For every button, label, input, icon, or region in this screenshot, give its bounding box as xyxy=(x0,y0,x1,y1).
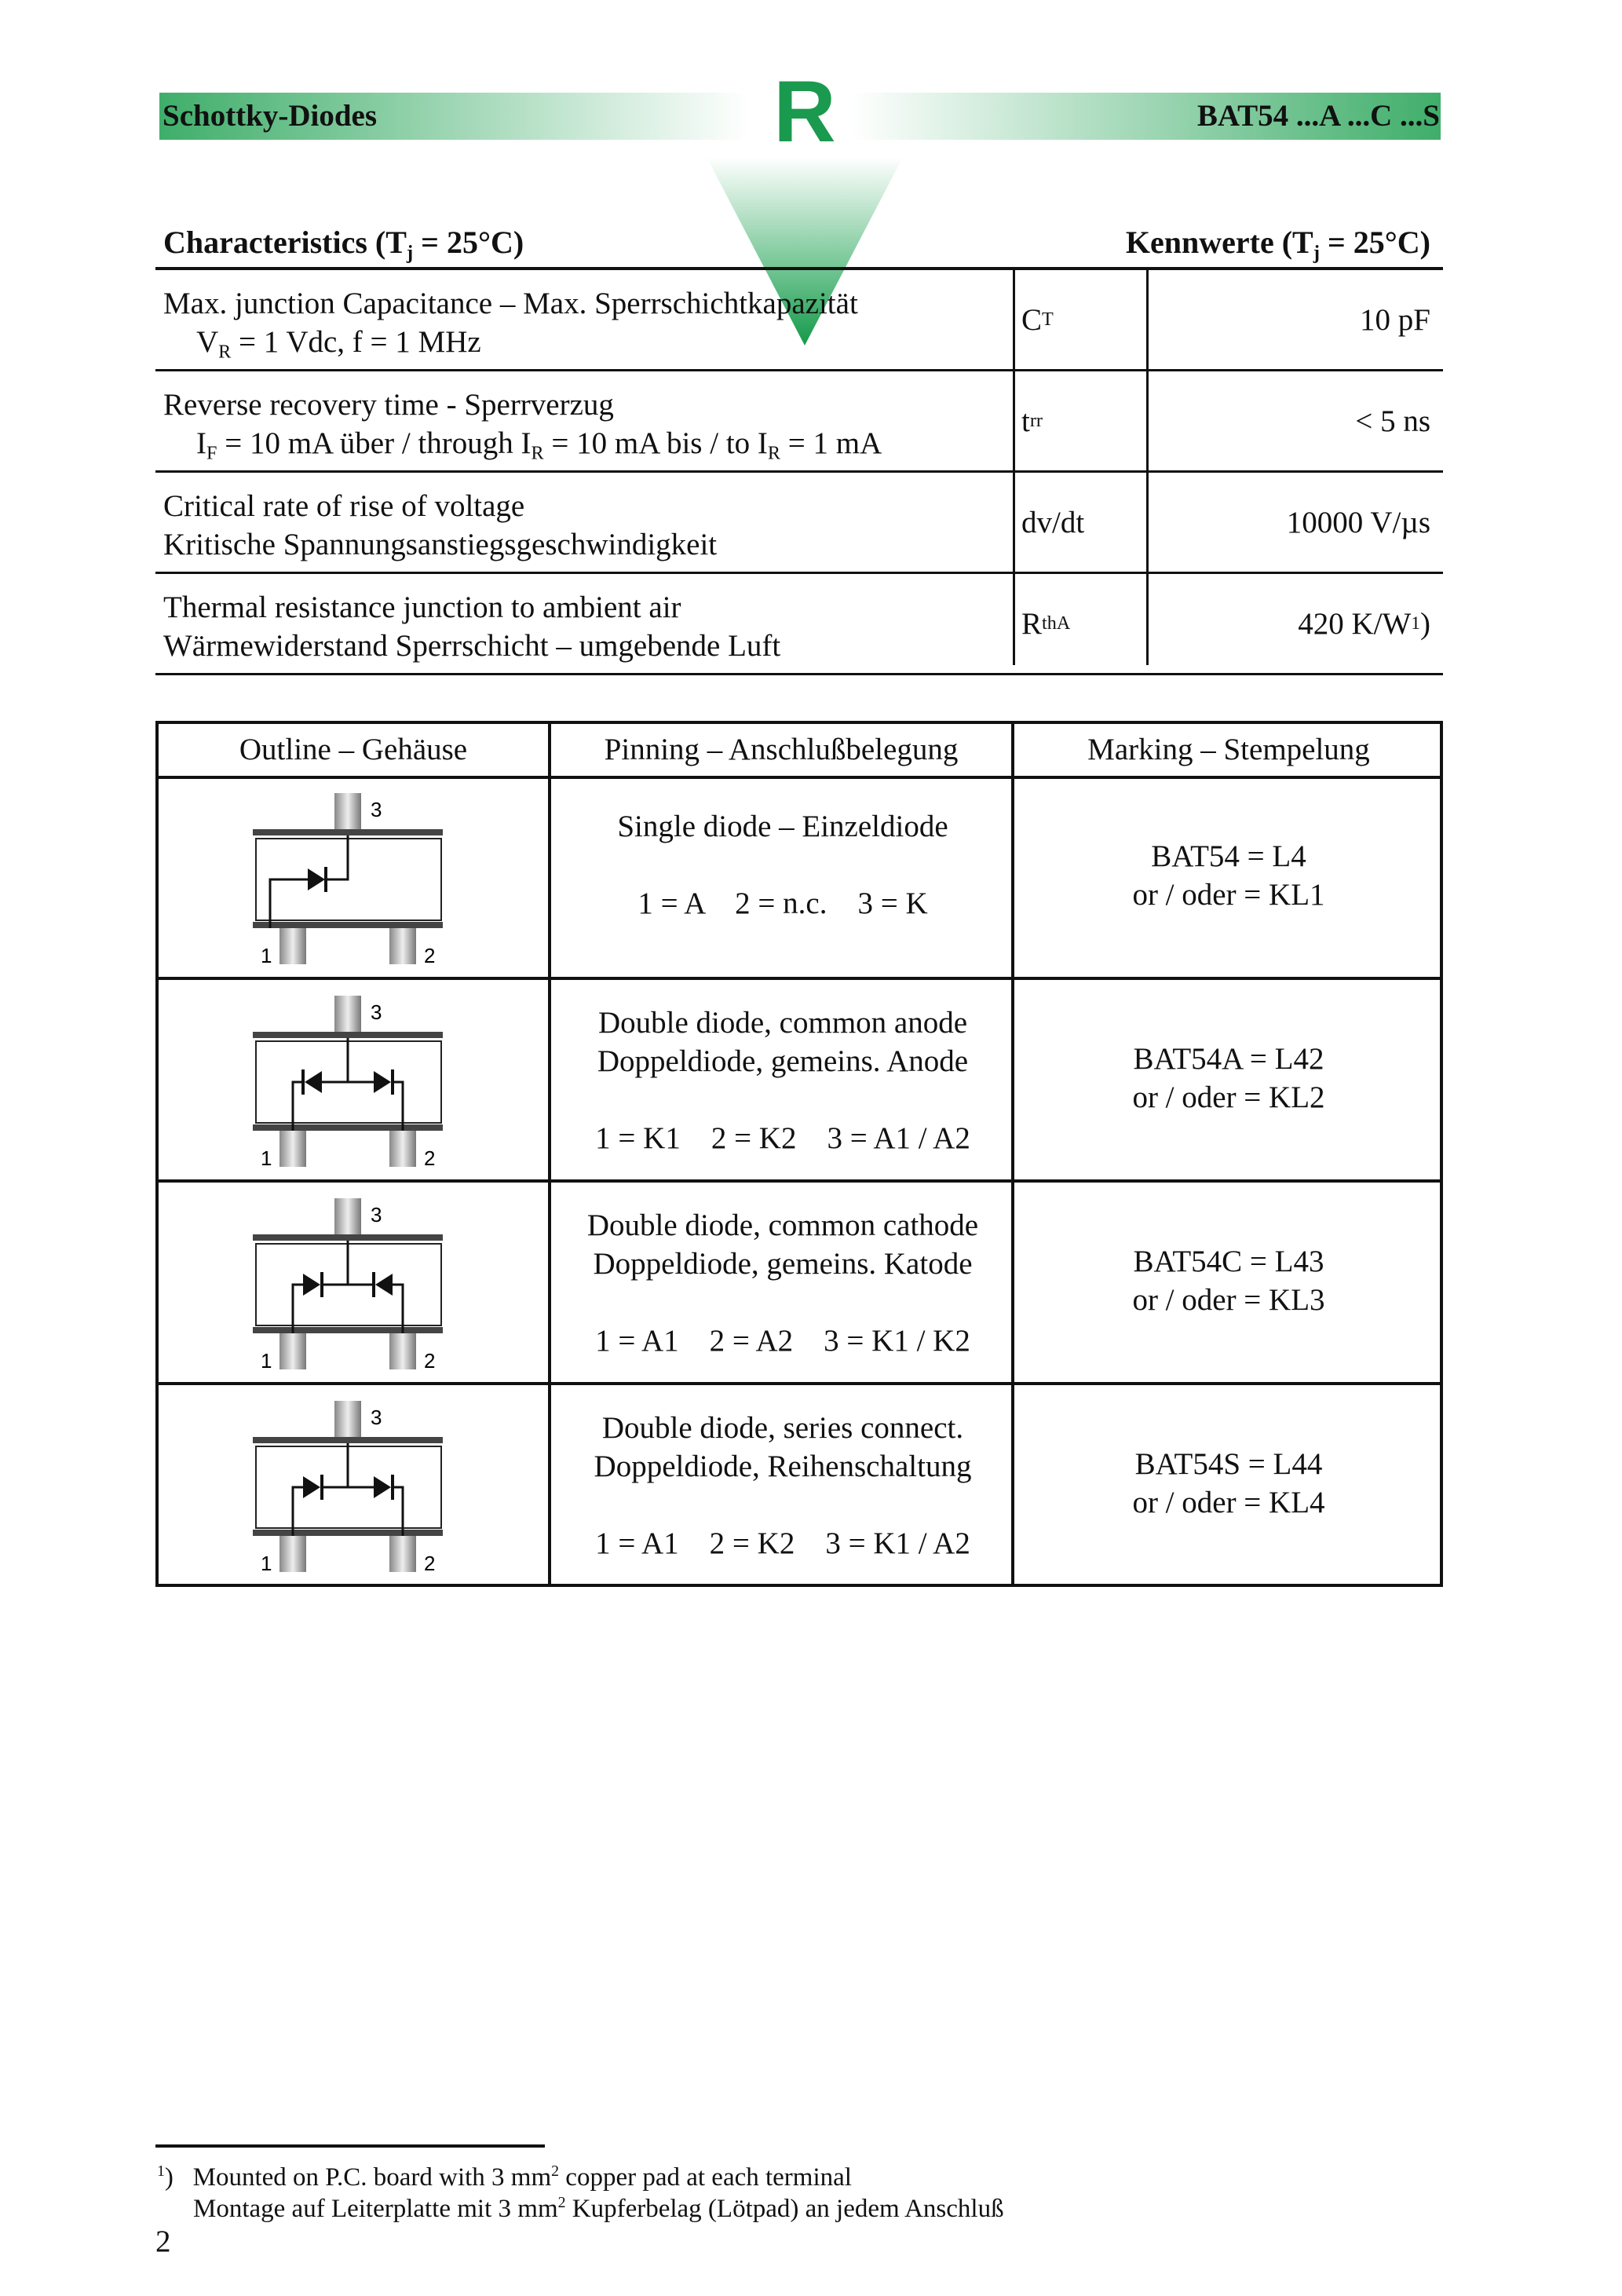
pinning-title: Double diode, common cathode xyxy=(586,1208,979,1242)
marking-code: BAT54S = L44 xyxy=(1134,1447,1323,1481)
marking-cell xyxy=(1014,1445,1443,1522)
row-value: 420 K/W 1 ) xyxy=(1298,606,1430,641)
characteristics-title: Characteristics $(T_j = 25^\circ C)$ xyxy=(163,225,524,264)
marking-cell xyxy=(1014,1040,1443,1117)
marking-code: BAT54A = L42 xyxy=(1133,1042,1324,1076)
pin-1-label: 1 xyxy=(261,1349,272,1373)
pin-3-label: 3 xyxy=(371,1203,382,1227)
header-left-title: Schottky-Diodes xyxy=(163,99,378,133)
pin-2-label: 2 xyxy=(424,944,436,967)
sot23-package-series xyxy=(237,1395,473,1583)
outline-table xyxy=(155,721,1443,1587)
footnote-rule xyxy=(155,2144,545,2148)
pin-2-label: 2 xyxy=(424,1349,436,1373)
header-right-title: BAT54 ...A ...C ...S xyxy=(1196,99,1440,133)
row-symbol: t rr xyxy=(1021,404,1043,438)
marking-alt: or / oder = KL1 xyxy=(1132,878,1325,912)
table-row xyxy=(155,574,1443,675)
marking-alt: or / oder = KL3 xyxy=(1132,1283,1325,1317)
characteristics-table xyxy=(155,267,1443,675)
row-description: Reverse recovery time - Sperrverzug xyxy=(163,388,614,422)
page-number: 2 xyxy=(155,2225,171,2258)
row-value: 10000 V/µs xyxy=(1286,505,1430,539)
pin-3-label: 3 xyxy=(371,1406,382,1429)
pin-2-label: 2 xyxy=(424,1552,436,1575)
pinning-cell xyxy=(551,1004,1014,1157)
row-description: Thermal resistance junction to ambient air xyxy=(163,590,681,624)
row-description-de: Kritische Spannungsanstiegsgeschwindigkeit xyxy=(163,528,718,561)
row-description: Critical rate of rise of voltage xyxy=(163,489,525,523)
pinning-assignment: 1 = A1 2 = K2 3 = K1 / A2 xyxy=(595,1526,970,1560)
sot23-package-single xyxy=(237,787,473,975)
row-value: 10 pF xyxy=(1360,302,1430,337)
pinning-title: Single diode – Einzeldiode xyxy=(617,810,948,843)
pinning-assignment: 1 = K1 2 = K2 3 = A1 / A2 xyxy=(595,1121,970,1155)
pinning-cell xyxy=(551,1206,1014,1360)
footnote-line-1: $^1$) Mounted on P.C. board with 3 $mm^2$ copper pad at each terminal xyxy=(157,2163,852,2192)
pinning-title-de xyxy=(551,846,1014,884)
row-symbol: dv/dt xyxy=(1021,505,1085,539)
marking-alt: or / oder = KL2 xyxy=(1132,1080,1325,1114)
sot23-package-common-anode xyxy=(237,989,473,1178)
marking-code: BAT54C = L43 xyxy=(1133,1245,1324,1278)
pin-2-label: 2 xyxy=(424,1146,436,1170)
pinning-title-de: Doppeldiode, gemeins. Anode xyxy=(597,1044,969,1078)
marking-alt: or / oder = KL4 xyxy=(1132,1486,1325,1519)
pinning-title-de: Doppeldiode, Reihenschaltung xyxy=(594,1450,972,1483)
pinning-title: Double diode, common anode xyxy=(597,1006,968,1040)
pinning-assignment: 1 = A1 2 = A2 3 = K1 / K2 xyxy=(595,1324,970,1358)
row-description: Max. junction Capacitance – Max. Sperrschichtkapazität xyxy=(163,287,858,320)
kennwerte-title: Kennwerte $(T_j = 25^\circ C)$ xyxy=(1125,225,1430,264)
row-symbol: C T xyxy=(1021,302,1054,337)
footnote-line-2: Montage auf Leiterplatte mit 3 $mm^2$ Kupferbelag (Lötpad) an jedem Anschluß xyxy=(193,2194,1004,2223)
sot23-package-common-cathode xyxy=(237,1192,473,1380)
row-value: < 5 ns xyxy=(1355,404,1430,438)
header-outline: Outline – Gehäuse xyxy=(239,733,468,766)
marking-cell xyxy=(1014,1242,1443,1319)
pinning-assignment: 1 = A 2 = n.c. 3 = K xyxy=(637,887,928,920)
table-row xyxy=(155,371,1443,473)
row-condition: $V_R = 1$ Vdc, f = 1 MHz xyxy=(196,325,481,363)
pin-1-label: 1 xyxy=(261,944,272,967)
pinning-cell xyxy=(551,807,1014,923)
pinning-cell xyxy=(551,1409,1014,1563)
marking-cell xyxy=(1014,837,1443,914)
pinning-title-de: Doppeldiode, gemeins. Katode xyxy=(593,1247,973,1281)
pin-1-label: 1 xyxy=(261,1552,272,1575)
header-marking: Marking – Stempelung xyxy=(1087,733,1370,766)
row-symbol: R thA xyxy=(1021,606,1071,641)
pin-3-label: 3 xyxy=(371,798,382,821)
row-description-de: Wärmewiderstand Sperrschicht – umgebende Luft xyxy=(163,629,781,663)
header-pinning: Pinning – Anschlußbelegung xyxy=(604,733,959,766)
marking-code: BAT54 = L4 xyxy=(1151,839,1306,873)
logo-letter: R xyxy=(773,71,836,160)
table-row xyxy=(155,270,1443,371)
row-condition: $I_F = 10$ mA über / through $I_R = 10$ mA bis / to $I_R = 1$ mA xyxy=(196,426,882,464)
pin-3-label: 3 xyxy=(371,1000,382,1024)
pinning-title: Double diode, series connect. xyxy=(601,1411,964,1445)
table-row xyxy=(155,473,1443,574)
pin-1-label: 1 xyxy=(261,1146,272,1170)
